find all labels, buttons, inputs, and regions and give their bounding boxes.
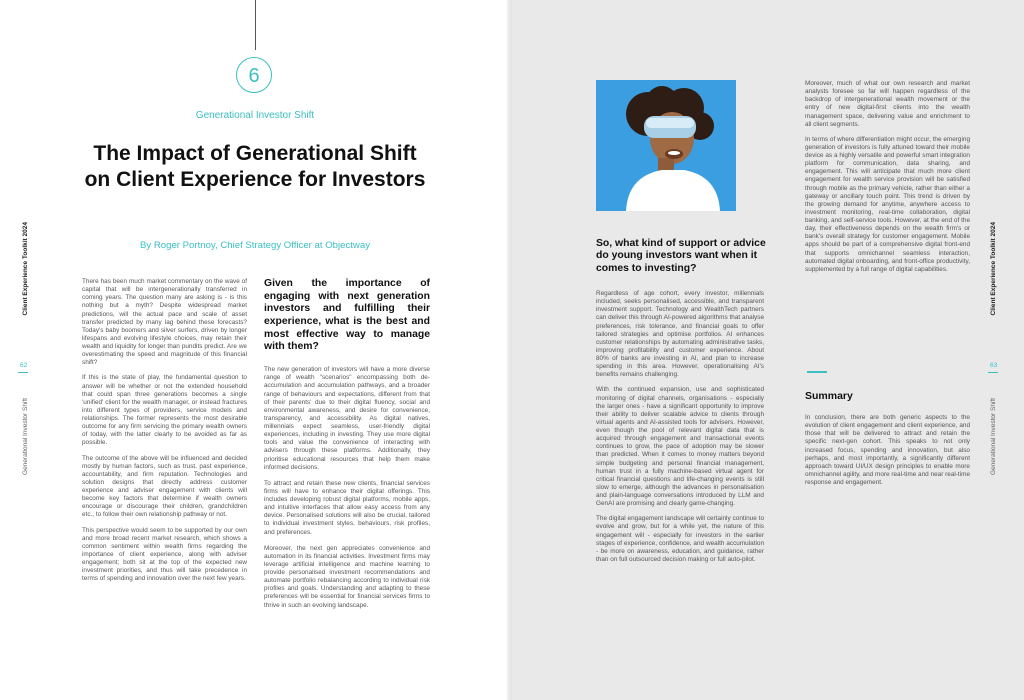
side-label-section: Generational Investor Shift	[990, 398, 997, 475]
summary-text	[805, 414, 970, 494]
paragraph: The digital engagement landscape will certainly continue to evolve and grow, but for a while yet, the nature of this engagement will - especially for investors in the earlier stages of experience, confidence, and wealth accumulation - be more on awareness, education, and guidance, rather than on full outsourced decision making or full auto-pilot.	[596, 515, 764, 563]
paragraph: The new generation of investors will have a more diverse range of wealth "scenarios" encompassing both de-accumulation and accumulation pathways, and a broader range of behaviours and expectations, different from that of their parents' due to their digital fluency, social and environmental awareness, and desire for convenience, transparency, and accessibility. As digital natives, millennials expect seamless, user-friendly digital experiences, including in investing. They use more digital tools and value the convenience of interacting with advisers through these platforms. Additionally, they prioritise educational resources that help them make informed decisions.	[264, 366, 430, 471]
top-rule	[255, 0, 256, 50]
paragraph: Moreover, much of what our own research and market analysts foresee so far will happen regardless of the backdrop of intergenerational wealth movement or the entry of new digital-first clients into the wealth management space, delivering value and enrichment to all client segments.	[805, 80, 970, 128]
page-number: 63	[990, 362, 998, 369]
column-heading: Given the importance of engaging with next generation investors and fulfilling their experience, what is the best and most effective way to manage with them?	[264, 278, 430, 353]
chapter-number-badge: 6	[236, 57, 272, 93]
section-kicker: Generational Investor Shift	[195, 110, 315, 121]
paragraph: The outcome of the above will be influenced and decided mostly by human factors, such as trust, past experience, accountability, and firm reputation. Technologies and solution designs that directly address customer experience and adviser engagement with clients will become key factors that determine if wealth owners encourage or discourage their children, grandchildren etc., to follow their own relationship pathway or not.	[82, 454, 247, 519]
left-column-2	[264, 278, 430, 618]
side-label-toolkit: Client Experience Toolkit 2024	[22, 222, 29, 316]
right-column-2	[805, 80, 970, 281]
paragraph: In conclusion, there are both generic aspects to the evolution of client engagement and client experience, and those that will be delivered to attract and retain the specific next-gen cohort. This speaks to not only increased focus, spending and innovation, but also perhaps, and most importantly, a significantly different approach toward UI/UX design principles to enable more omnichannel agility, and more real-time and near real-time response and engagement.	[805, 414, 970, 486]
paragraph: If this is the state of play, the fundamental question to answer will be whether or not the extended household that could span three generations becomes a single 'unified' client for the wealth manager, or instead fractures into different types of providers, service models and relationships. The former represents the most desirable outcome for any firm servicing the primary wealth owners of today, with the latter clearly to be avoided as far as possible.	[82, 374, 247, 447]
paragraph: In terms of where differentiation might occur, the emerging generation of investors is fully attuned toward their mobile device as a highly versatile and powerful smart integration platform for communication, data sharing, and engagement. This will anticipate that much more client engagement for wealth service provision will be satisfied through mobile as the primary vehicle, rather than either a gateway or ancillary touch point. This trend is driven by the growing demand for anytime, anywhere access to investment monitoring, real-time collaboration, digital banking, and self-service tools. However, at the end of the day, their effectiveness depends on the wealth firm's or bank's overall strategy for customer engagement. Mobile apps should be part of a comprehensive digital front-end that supports omnichannel seamless interaction, automated digital onboarding, and front-office productivity, supplemented by a full range of digital capabilities.	[805, 135, 970, 273]
author-byline: By Roger Portnoy, Chief Strategy Officer at Objectway	[140, 240, 370, 251]
summary-rule	[807, 371, 827, 373]
question-heading: So, what kind of support or advice do young investors want when it comes to investing?	[596, 238, 766, 274]
left-column-1	[82, 278, 247, 590]
page-number-rule	[988, 372, 998, 373]
child-vr-headset-photo	[596, 80, 736, 211]
paragraph: To attract and retain these new clients, financial services firms will have to enhance their digital offerings. This includes developing robust digital platforms, mobile apps, and intuitive interfaces that allow easy access from any device. Personalised solutions will also be crucial, tailored to individual investment styles, behaviours, risk profiles, and preferences.	[264, 479, 430, 536]
paragraph: With the continued expansion, use and sophisticated monitoring of digital channels, organisations - especially the larger ones - have a significant opportunity to improve their ability to deliver scalable advice to clients through virtual agents and AI-assisted tools for advisers. However, even though the pool of relevant digital data that is acquired through engagement and transactional events continues to grow, the pace of adoption may be slower than predicted. When it comes to money matters beyond simple budgeting and personal financial management, human trust in a fully machine-based virtual agent for critical financial questions and life-changing events is still slow to emerge, although the advances in personalisation and plain-language conversations introduced by LLM and GenAI are promising and clearly game-changing.	[596, 386, 764, 508]
photo-illustration	[596, 80, 736, 211]
page-number-rule	[18, 372, 28, 373]
paragraph: Moreover, the next gen appreciates convenience and automation in its financial activities. Investment firms may leverage artificial intelligence and machine learning to provide personalised investment recommendations and automate portfolio rebalancing according to individual risk profiles and goals. Understanding and adapting to these preferences will be essential for financial services firms to thrive in such an evolving landscape.	[264, 544, 430, 609]
page-number: 62	[20, 362, 28, 369]
side-label-toolkit: Client Experience Toolkit 2024	[990, 222, 997, 316]
paragraph: Regardless of age cohort, every investor, millennials included, seeks personalised, accessible, and transparent investment support. Technology and WealthTech partners can deliver this through AI-powered algorithms that analyse preferences, risk tolerance, and financial goals to offer tailored strategies and optimise portfolios. AI enhances customer relationships by automating administrative tasks, improving profitability and customer experience. About 80% of banks are investing in AI, and plan to increase spending in this area. However, operationalising AI's benefits remains challenging.	[596, 290, 764, 379]
side-label-section: Generational Investor Shift	[22, 398, 29, 475]
summary-heading: Summary	[805, 390, 853, 402]
article-title: The Impact of Generational Shift on Client Experience for Investors	[84, 142, 426, 191]
paragraph: There has been much market commentary on the wave of capital that will be intergenerationally transferred in coming years. The question many are asking is - is this nothing but a myth? Despite widespread market predictions, will the actual pace and scale of asset transfer predicted by many lag behind these forecasts? Today's baby boomers and silver surfers, driven by longer lifespans and evolving lifestyle choices, may retain their wealth and liquidity for longer than pundits predict. Are we overestimating the speed and magnitude of this financial shift?	[82, 278, 247, 367]
right-column-1	[596, 290, 764, 571]
paragraph: This perspective would seem to be supported by our own and more broad recent market research, which shows a common sentiment within wealth firms regarding the importance of client experience, along with adviser engagement; both sit at the top of the expected new investment priorities, and thus will take precedence in terms of spending and innovation over the next few years.	[82, 526, 247, 583]
